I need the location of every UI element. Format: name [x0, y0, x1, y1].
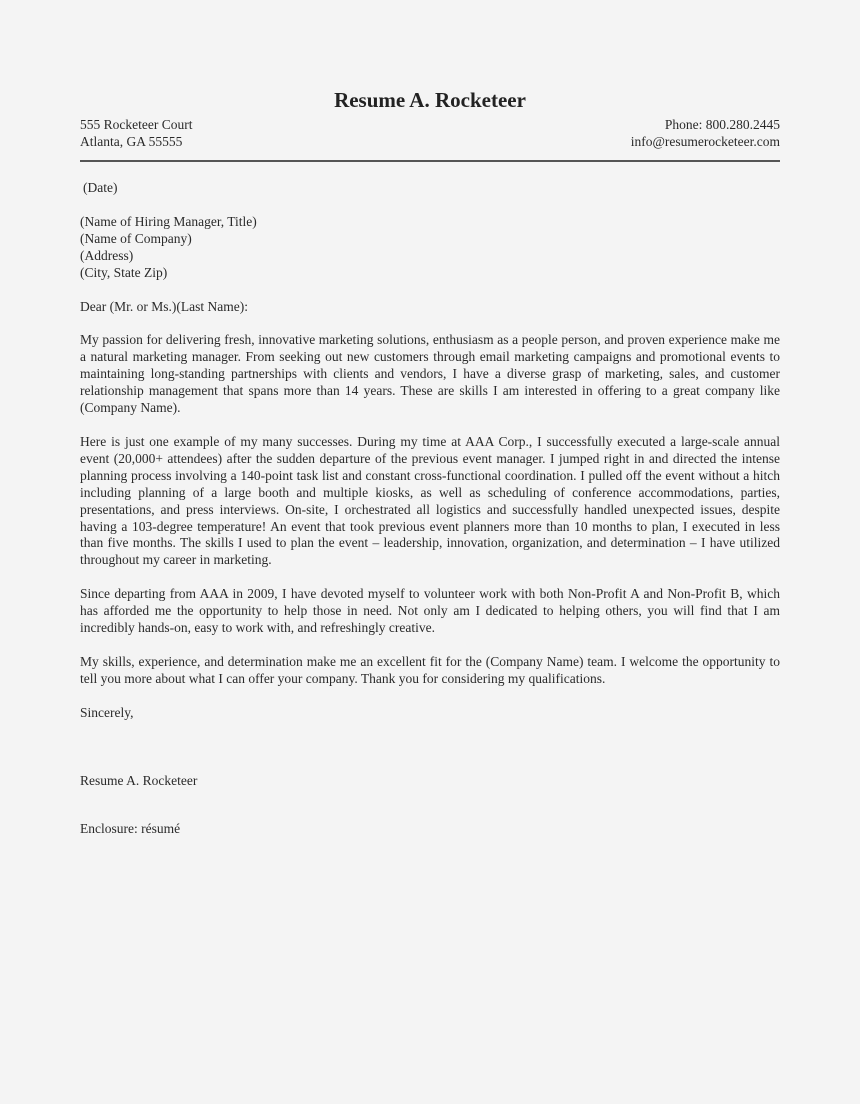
recipient-address	[80, 214, 780, 282]
enclosure-note: Enclosure: résumé	[80, 820, 181, 836]
body-paragraph: My passion for delivering fresh, innovative marketing solutions, enthusiasm as a people person, and proven experience make me a natural marketing manager. From seeking out new customers through email marketing campaigns and promotional events to maintaining long-standing partnerships with clients and vendors, I have a diverse grasp of marketing, sales, and customer relationship management that spans more than 14 years. These are skills I am interested in offering to a great company like (Company Name).	[80, 332, 780, 416]
recipient-line: (City, State Zip)	[80, 264, 168, 280]
header-divider	[80, 160, 780, 162]
recipient-line: (Address)	[80, 247, 134, 263]
address-line-1: 555 Rocketeer Court	[80, 117, 193, 132]
sender-name: Resume A. Rocketeer	[334, 88, 526, 112]
sender-phone: Phone: 800.280.2445	[664, 117, 780, 132]
recipient-line: (Name of Hiring Manager, Title)	[80, 213, 257, 229]
cover-letter	[80, 88, 780, 837]
body-paragraph: My skills, experience, and determination make me an excellent fit for the (Company Name) team. I welcome the opportunity to tell you more about what I can offer your company. Thank you for considering my qualifications.	[80, 653, 780, 686]
address-line-2: Atlanta, GA 55555	[80, 134, 183, 149]
signature-name: Resume A. Rocketeer	[80, 772, 198, 788]
sender-contact	[631, 116, 780, 150]
contact-block	[80, 116, 780, 150]
closing: Sincerely,	[80, 704, 134, 720]
sender-address	[80, 116, 192, 150]
body-paragraph: Here is just one example of my many successes. During my time at AAA Corp., I successfully executed a large-scale annual event (20,000+ attendees) after the sudden departure of the previous event manager. I jumped right in and directed the intense planning process involving a 140-point task list and constant cross-functional coordination. I pulled off the event without a hitch including planning of a large booth and multiple kiosks, as well as scheduling of conference accommodations, parties, presentations, and press interviews. On-site, I orchestrated all logistics and successfully handled unexpected issues, despite having a 103-degree temperature! An event that took previous event planners more than 10 months to plan, I executed in less than five months. The skills I used to plan the event – leadership, innovation, organization, and determination – I have utilized throughout my career in marketing.	[80, 433, 780, 568]
letter-date: (Date)	[83, 180, 118, 195]
body-paragraph: Since departing from AAA in 2009, I have devoted myself to volunteer work with both Non-Profit A and Non-Profit B, which has afforded me the opportunity to help those in need. Not only am I dedicated to helping others, you will find that I am incredibly hands-on, easy to work with, and refreshingly creative.	[80, 586, 780, 636]
sender-email: info@resumerocketeer.com	[630, 134, 780, 149]
salutation: Dear (Mr. or Ms.)(Last Name):	[80, 298, 248, 314]
recipient-line: (Name of Company)	[80, 230, 192, 246]
